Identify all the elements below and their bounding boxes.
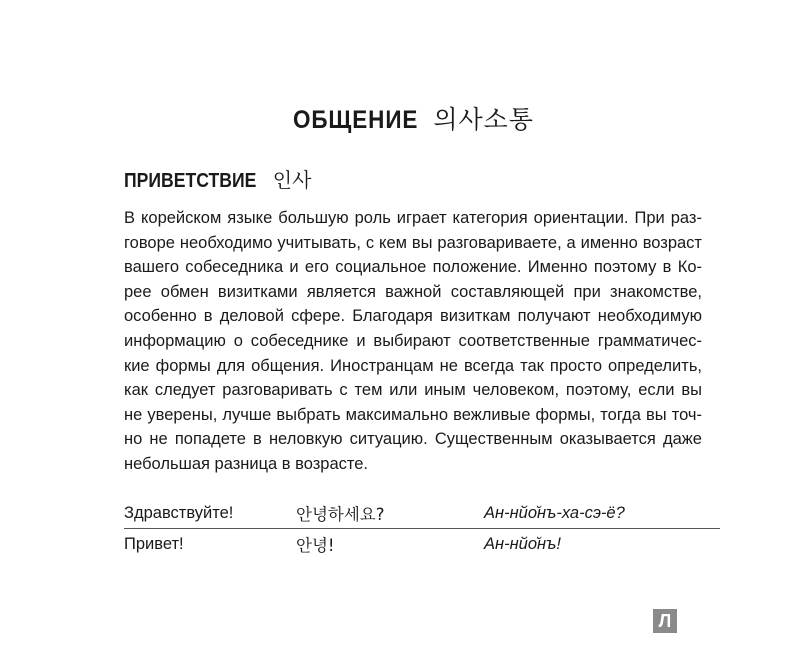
section-title-ru: ПРИВЕТСТВИЕ — [124, 170, 257, 192]
chapter-title-ru: ОБЩЕНИЕ — [293, 106, 419, 134]
phrase-table — [124, 498, 720, 559]
body-paragraph: В корейском языке большую роль играет категория ориентации. При разговоре необходимо учитывать, с кем вы разговариваете, а именно возраст вашего собеседника и его социальное положение. Именно поэтому в Корее обмен визитками является важной составляющей при знакомстве, особенно в деловой сфере. Благодаря визиткам получают необходимую информацию о собеседнике и выбирают соответственные грамматические формы для общения. Иностранцам не всегда так просто определить, как следует разговаривать с тем или иным человеком, поэтому, если вы не уверены, лучше выбрать максимально вежливые формы, тогда вы точно не попадете в неловкую ситуацию. Существенным оказывается даже небольшая разница в возрасте. — [124, 209, 702, 473]
publisher-logo: Л — [653, 609, 677, 633]
phrase-russian: Здравствуйте! — [124, 503, 234, 522]
section-title-ko: 인사 — [272, 168, 312, 192]
phrase-transliteration: Ан-нйо̆нъ! — [484, 534, 561, 553]
phrase-korean: 안녕! — [296, 536, 335, 555]
phrase-row — [124, 498, 720, 529]
chapter-title — [0, 100, 800, 136]
section-title — [124, 164, 311, 193]
chapter-title-ko: 의사소통 — [433, 105, 534, 134]
phrase-transliteration: Ан-нйо̆нъ-ха-сэ-ё? — [484, 503, 625, 522]
phrase-korean: 안녕하세요? — [296, 505, 385, 524]
phrase-row — [124, 529, 720, 559]
phrase-russian: Привет! — [124, 534, 184, 553]
